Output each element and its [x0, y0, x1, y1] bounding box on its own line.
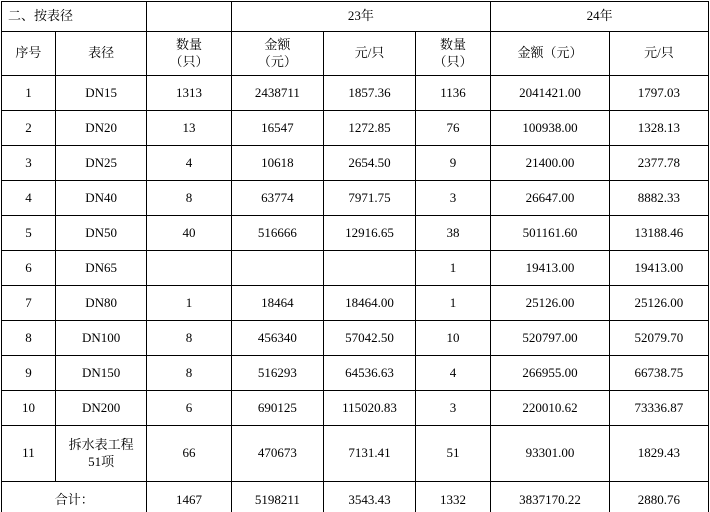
cell-y24-unit: 19413.00 — [609, 251, 708, 286]
total-label: 合计： — [2, 482, 147, 512]
cell-y24-qty: 9 — [415, 146, 490, 181]
cell-y24-amt: 93301.00 — [491, 426, 610, 482]
cell-size: DN80 — [55, 286, 147, 321]
cell-y23-unit: 12916.65 — [324, 216, 416, 251]
cell-y23-qty: 6 — [147, 391, 231, 426]
cell-seq: 7 — [2, 286, 56, 321]
cell-y24-unit: 8882.33 — [609, 181, 708, 216]
meter-size-summary-table — [1, 1, 709, 512]
cell-seq: 11 — [2, 426, 56, 482]
cell-seq: 2 — [2, 111, 56, 146]
cell-y23-qty: 1313 — [147, 76, 231, 111]
header-y23-amount-line1: 金额 — [264, 37, 291, 53]
cell-y23-amt: 18464 — [231, 286, 324, 321]
table-total-row — [2, 482, 709, 512]
cell-y24-qty: 3 — [415, 181, 490, 216]
cell-y23-unit: 64536.63 — [324, 356, 416, 391]
cell-y24-unit: 1797.03 — [609, 76, 708, 111]
header-size: 表径 — [55, 32, 147, 76]
header-y23-unit-price: 元/只 — [324, 32, 416, 76]
cell-y23-qty: 40 — [147, 216, 231, 251]
header-y24-quantity-line2: （只） — [433, 53, 473, 69]
cell-y23-amt: 63774 — [231, 181, 324, 216]
cell-seq: 10 — [2, 391, 56, 426]
cell-y23-unit: 115020.83 — [324, 391, 416, 426]
cell-y23-qty — [147, 251, 231, 286]
total-y24-amt: 3837170.22 — [491, 482, 610, 512]
header-y23-amount — [231, 32, 324, 76]
cell-y24-qty: 38 — [415, 216, 490, 251]
cell-y24-unit: 25126.00 — [609, 286, 708, 321]
header-y24-quantity-line1: 数量 — [440, 37, 467, 53]
table-row — [2, 251, 709, 286]
table-row — [2, 216, 709, 251]
cell-seq: 5 — [2, 216, 56, 251]
cell-y24-amt: 520797.00 — [491, 321, 610, 356]
cell-y24-qty: 76 — [415, 111, 490, 146]
cell-y23-amt: 16547 — [231, 111, 324, 146]
total-y24-qty: 1332 — [415, 482, 490, 512]
cell-y23-amt: 516293 — [231, 356, 324, 391]
cell-y23-unit — [324, 251, 416, 286]
header-y24-amount: 金额（元） — [491, 32, 610, 76]
cell-size: DN15 — [55, 76, 147, 111]
cell-y24-qty: 51 — [415, 426, 490, 482]
table-row — [2, 146, 709, 181]
cell-y23-amt: 456340 — [231, 321, 324, 356]
cell-y24-amt: 100938.00 — [491, 111, 610, 146]
cell-seq: 6 — [2, 251, 56, 286]
table-title-row — [2, 2, 709, 32]
cell-y24-qty: 4 — [415, 356, 490, 391]
cell-seq: 8 — [2, 321, 56, 356]
title-spacer-cell — [147, 2, 231, 32]
cell-y24-unit: 1829.43 — [609, 426, 708, 482]
cell-y24-unit: 52079.70 — [609, 321, 708, 356]
cell-y23-amt: 516666 — [231, 216, 324, 251]
header-seq: 序号 — [2, 32, 56, 76]
table-row — [2, 286, 709, 321]
cell-y24-qty: 10 — [415, 321, 490, 356]
cell-y24-amt: 26647.00 — [491, 181, 610, 216]
cell-y24-amt: 220010.62 — [491, 391, 610, 426]
cell-y24-unit: 1328.13 — [609, 111, 708, 146]
cell-size — [55, 426, 147, 482]
cell-y23-unit: 1857.36 — [324, 76, 416, 111]
cell-y24-amt: 19413.00 — [491, 251, 610, 286]
cell-size: DN200 — [55, 391, 147, 426]
cell-y24-unit: 73336.87 — [609, 391, 708, 426]
table-row — [2, 356, 709, 391]
cell-y23-qty: 4 — [147, 146, 231, 181]
cell-y24-qty: 1 — [415, 286, 490, 321]
cell-y23-qty: 8 — [147, 356, 231, 391]
table-row — [2, 181, 709, 216]
cell-y23-amt: 690125 — [231, 391, 324, 426]
cell-y24-qty: 1 — [415, 251, 490, 286]
cell-size: DN50 — [55, 216, 147, 251]
cell-size-line2: 51项 — [88, 453, 115, 469]
cell-y23-unit: 57042.50 — [324, 321, 416, 356]
cell-y24-qty: 1136 — [415, 76, 490, 111]
total-y23-amt: 5198211 — [231, 482, 324, 512]
cell-y24-amt: 21400.00 — [491, 146, 610, 181]
cell-y23-amt: 470673 — [231, 426, 324, 482]
total-y24-unit: 2880.76 — [609, 482, 708, 512]
cell-size: DN40 — [55, 181, 147, 216]
table-row — [2, 321, 709, 356]
table-row — [2, 426, 709, 482]
cell-y24-amt: 2041421.00 — [491, 76, 610, 111]
cell-y23-amt: 10618 — [231, 146, 324, 181]
table-header-row — [2, 32, 709, 76]
cell-y24-unit: 13188.46 — [609, 216, 708, 251]
header-y23-quantity-line2: （只） — [169, 53, 209, 69]
cell-size: DN100 — [55, 321, 147, 356]
header-y23-quantity — [147, 32, 231, 76]
cell-y23-qty: 8 — [147, 321, 231, 356]
cell-size: DN25 — [55, 146, 147, 181]
total-y23-unit: 3543.43 — [324, 482, 416, 512]
cell-y24-unit: 2377.78 — [609, 146, 708, 181]
year-24-group-header: 24年 — [491, 2, 709, 32]
total-y23-qty: 1467 — [147, 482, 231, 512]
table-row — [2, 76, 709, 111]
table-row — [2, 391, 709, 426]
cell-y23-qty: 8 — [147, 181, 231, 216]
cell-seq: 3 — [2, 146, 56, 181]
cell-y23-unit: 2654.50 — [324, 146, 416, 181]
cell-seq: 1 — [2, 76, 56, 111]
cell-y23-unit: 1272.85 — [324, 111, 416, 146]
header-y23-amount-line2: （元） — [257, 53, 297, 69]
cell-y23-unit: 7971.75 — [324, 181, 416, 216]
cell-seq: 4 — [2, 181, 56, 216]
section-title: 二、按表径 — [2, 2, 147, 32]
header-y23-quantity-line1: 数量 — [176, 37, 203, 53]
cell-y23-unit: 7131.41 — [324, 426, 416, 482]
cell-y24-qty: 3 — [415, 391, 490, 426]
cell-y23-unit: 18464.00 — [324, 286, 416, 321]
cell-y23-qty: 66 — [147, 426, 231, 482]
header-y24-quantity — [415, 32, 490, 76]
cell-y23-qty: 13 — [147, 111, 231, 146]
cell-y24-amt: 25126.00 — [491, 286, 610, 321]
cell-y24-amt: 266955.00 — [491, 356, 610, 391]
cell-y23-qty: 1 — [147, 286, 231, 321]
table-row — [2, 111, 709, 146]
cell-seq: 9 — [2, 356, 56, 391]
cell-y23-amt: 2438711 — [231, 76, 324, 111]
year-23-group-header: 23年 — [231, 2, 491, 32]
cell-y24-unit: 66738.75 — [609, 356, 708, 391]
cell-size-line1: 拆水表工程 — [68, 437, 134, 453]
header-y24-unit-price: 元/只 — [609, 32, 708, 76]
cell-size: DN150 — [55, 356, 147, 391]
cell-y23-amt — [231, 251, 324, 286]
cell-size: DN65 — [55, 251, 147, 286]
cell-y24-amt: 501161.60 — [491, 216, 610, 251]
cell-size: DN20 — [55, 111, 147, 146]
